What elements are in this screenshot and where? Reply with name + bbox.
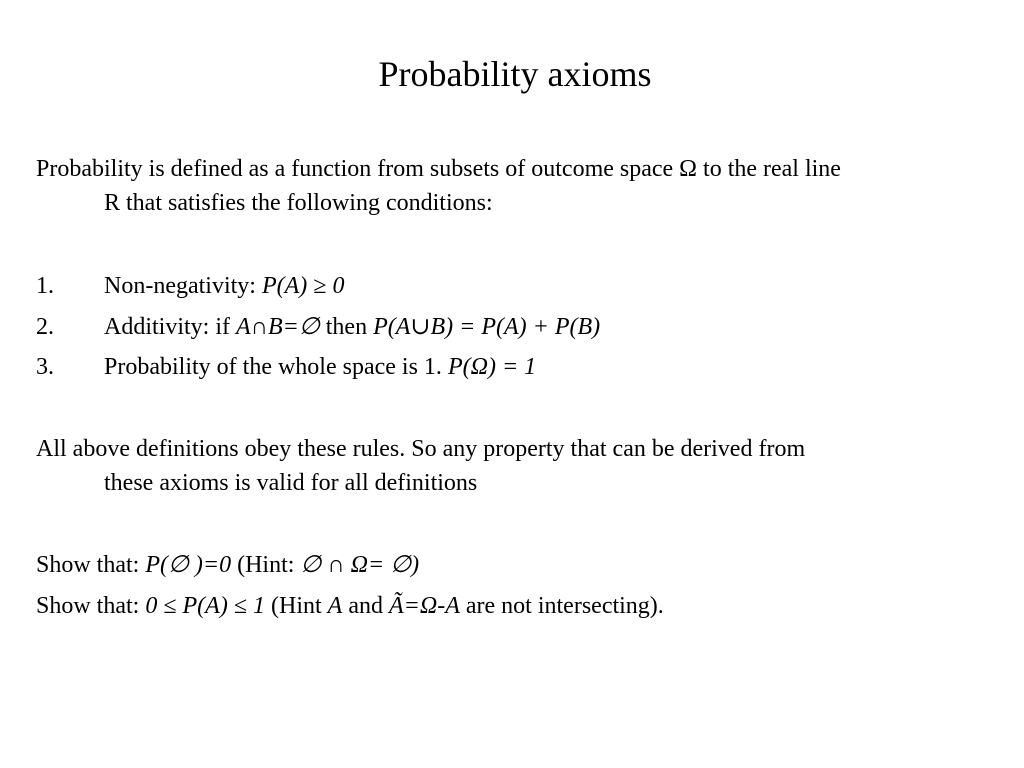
axiom-item-2 <box>36 310 1006 344</box>
axiom-number: 2. <box>36 314 54 340</box>
axiom-number: 1. <box>36 273 54 299</box>
exercise-hint-tail: are not intersecting). <box>459 593 664 619</box>
intro-line-2: R that satisfies the following conditions: <box>104 190 493 216</box>
axiom-condition: A∩B=∅ <box>236 314 320 340</box>
exercise-hint-complement: Ã=Ω-A <box>389 593 460 619</box>
axiom-formula: P(Ω) = 1 <box>447 354 537 380</box>
axiom-text: Non-negativity: <box>104 273 262 299</box>
exercise-hint-set: A <box>327 593 343 619</box>
intro-paragraph <box>36 152 1006 220</box>
note-paragraph <box>36 432 1006 500</box>
exercise-formula: 0 ≤ P(A) ≤ 1 <box>145 593 265 619</box>
axiom-formula: P(A) ≥ 0 <box>261 273 345 299</box>
exercise-formula: P(∅ )=0 <box>145 552 232 578</box>
axiom-connector: then <box>319 314 374 340</box>
axiom-text: Additivity: if <box>104 314 236 340</box>
exercise-hint-label: (Hint: <box>231 552 301 578</box>
exercise-prefix: Show that: <box>36 552 146 578</box>
exercise-2 <box>36 589 1006 623</box>
axiom-formula: P(A∪B) = P(A) + P(B) <box>373 314 601 340</box>
intro-line-1: Probability is defined as a function from subsets of outcome space Ω to the real line <box>36 156 841 182</box>
exercise-prefix: Show that: <box>36 593 146 619</box>
note-line-1: All above definitions obey these rules. So any property that can be derived from <box>36 436 806 462</box>
exercise-1 <box>36 548 1006 582</box>
axiom-text: Probability of the whole space is 1. <box>104 354 448 380</box>
slide-title: Probability axioms <box>378 54 652 94</box>
axiom-number: 3. <box>36 354 54 380</box>
axiom-item-3 <box>36 350 1006 384</box>
exercise-hint: ∅ ∩ Ω= ∅) <box>300 552 420 578</box>
note-line-2: these axioms is valid for all definitions <box>104 470 478 496</box>
axiom-item-1 <box>36 269 1006 303</box>
exercise-hint-label: (Hint <box>265 593 328 619</box>
exercise-hint-connector: and <box>342 593 389 619</box>
